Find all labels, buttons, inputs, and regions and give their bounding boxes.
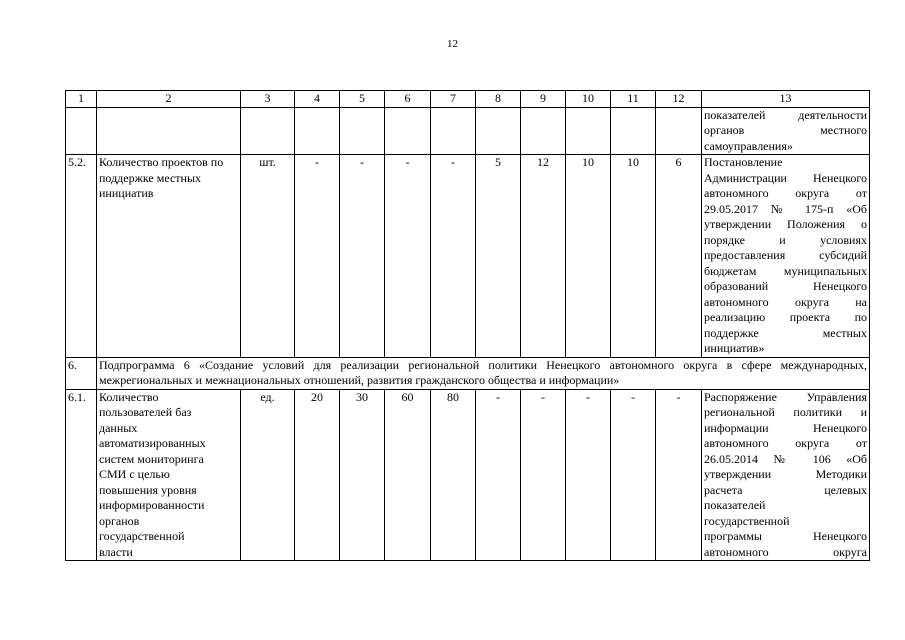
unit-cell: ед. <box>241 389 295 561</box>
basis-line: образований Ненецкого <box>704 279 867 293</box>
name-line: власти <box>99 544 133 559</box>
basis-line: показателей <box>704 498 766 512</box>
basis-line: утверждении Положения о <box>704 217 867 231</box>
name-line: повышения уровня <box>99 482 197 497</box>
table-row-5-2 <box>66 155 870 358</box>
header-cell: 3 <box>241 91 295 108</box>
header-cell: 6 <box>385 91 431 108</box>
basis-line: порядке и условиях <box>704 232 867 247</box>
basis-line: региональной политики и <box>704 405 867 419</box>
name-line: данных <box>99 420 138 435</box>
value-cell: - <box>566 389 611 561</box>
basis-line: автономного округа от <box>704 436 867 450</box>
basis-line: бюджетам муниципальных <box>704 263 867 278</box>
basis-line: утверждении Методики <box>704 467 867 481</box>
basis-line: предоставления субсидий <box>704 248 867 262</box>
basis-line: Постановление <box>704 155 783 169</box>
basis-line: поддержке местных <box>704 325 867 340</box>
basis-line: автономного округа <box>704 544 867 559</box>
basis-line: автономного округа от <box>704 186 867 200</box>
header-cell: 5 <box>340 91 385 108</box>
table-row-6-1 <box>66 389 870 561</box>
header-cell: 8 <box>476 91 521 108</box>
value-cell: 6 <box>656 155 702 358</box>
indicator-name <box>97 389 241 561</box>
value-cell: - <box>340 155 385 358</box>
value-cell: - <box>656 389 702 561</box>
value-cell: - <box>431 155 476 358</box>
indicator-name: Количество проектов по поддержке местных инициатив <box>97 155 241 358</box>
name-line: государственной <box>99 529 185 543</box>
value-cell: 20 <box>295 389 340 561</box>
continuation-basis <box>702 107 870 155</box>
basis-line: показателей деятельности <box>704 107 867 122</box>
row-number: 6. <box>66 357 97 389</box>
name-line: информированности <box>99 498 205 512</box>
basis-line: 29.05.2017 № 175-п «Об <box>704 201 867 216</box>
value-cell: 30 <box>340 389 385 561</box>
value-cell: 5 <box>476 155 521 358</box>
basis-line: Администрации Ненецкого <box>704 170 867 185</box>
name-line: систем мониторинга <box>99 451 204 466</box>
value-cell: - <box>521 389 566 561</box>
value-cell: 80 <box>431 389 476 561</box>
basis-line: Распоряжение Управления <box>704 389 867 404</box>
basis-line: государственной <box>704 513 790 528</box>
basis-line: программы Ненецкого <box>704 529 867 543</box>
basis-line: самоуправления» <box>704 138 793 153</box>
value-cell: - <box>385 155 431 358</box>
header-row <box>66 91 870 108</box>
basis-line: информации Ненецкого <box>704 420 867 435</box>
value-cell: - <box>295 155 340 358</box>
subprogram-row <box>66 357 870 389</box>
basis-cell <box>702 389 870 561</box>
basis-cell <box>702 155 870 358</box>
indicators-table <box>65 90 870 561</box>
value-cell: - <box>611 389 656 561</box>
header-cell: 9 <box>521 91 566 108</box>
value-cell: - <box>476 389 521 561</box>
name-line: органов <box>99 513 140 528</box>
name-line: автоматизированных <box>99 436 206 450</box>
header-cell: 1 <box>66 91 97 108</box>
value-cell: 10 <box>566 155 611 358</box>
header-cell: 7 <box>431 91 476 108</box>
header-cell: 2 <box>97 91 241 108</box>
value-cell: 60 <box>385 389 431 561</box>
name-line: пользователей баз <box>99 405 192 419</box>
basis-line: расчета целевых <box>704 482 867 497</box>
value-cell: 12 <box>521 155 566 358</box>
header-cell: 10 <box>566 91 611 108</box>
header-cell: 11 <box>611 91 656 108</box>
basis-line: органов местного <box>704 123 867 137</box>
header-cell: 13 <box>702 91 870 108</box>
page-number: 12 <box>447 38 458 50</box>
continuation-row <box>66 107 870 155</box>
header-cell: 12 <box>656 91 702 108</box>
name-line: СМИ с целью <box>99 467 170 481</box>
basis-line: автономного округа на <box>704 294 867 309</box>
row-number: 6.1. <box>66 389 97 561</box>
basis-line: инициатив» <box>704 341 765 355</box>
basis-line: реализацию проекта по <box>704 310 867 324</box>
row-number: 5.2. <box>66 155 97 358</box>
header-cell: 4 <box>295 91 340 108</box>
value-cell: 10 <box>611 155 656 358</box>
subprogram-title: Подпрограмма 6 «Создание условий для реализации региональной политики Ненецкого автономного округа в сфере международных, межрегиональных и межнациональных отношений, развития гражданского общества и информации» <box>97 357 870 389</box>
basis-line: 26.05.2014 № 106 «Об <box>704 451 867 466</box>
unit-cell: шт. <box>241 155 295 358</box>
name-line: Количество <box>99 389 159 404</box>
